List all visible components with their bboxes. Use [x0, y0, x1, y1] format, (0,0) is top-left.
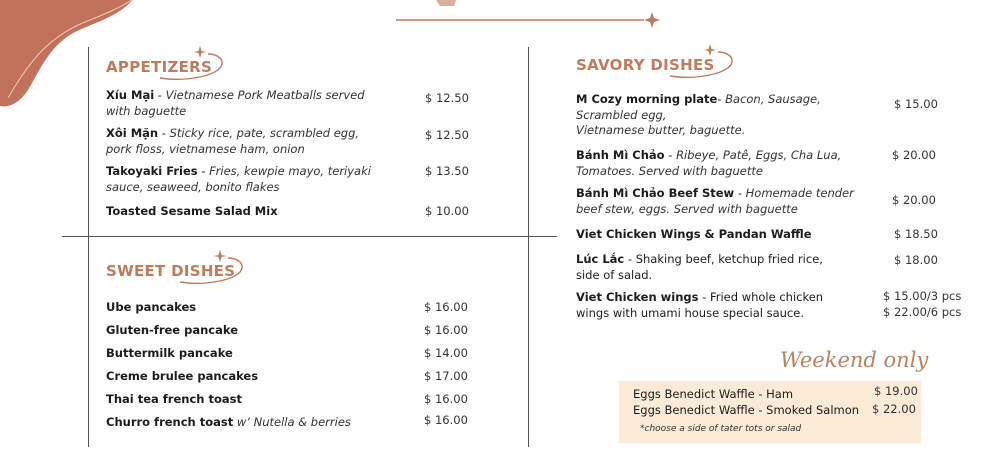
item-price: $ 18.00 [894, 253, 938, 267]
item-price: $ 18.50 [894, 227, 938, 241]
appetizers-heading: APPETIZERS [106, 58, 213, 76]
center-column-divider [528, 47, 529, 447]
heading-swoosh [150, 46, 230, 86]
item-price: $ 12.50 [425, 91, 469, 105]
item-price: $ 20.00 [892, 193, 936, 207]
menu-item: Gluten-free pancake [106, 323, 238, 337]
menu-item: Eggs Benedict Waffle - Ham [633, 387, 794, 401]
menu-item: Viet Chicken wings - Fried whole chicken wings with umami house special sauce. [576, 290, 824, 320]
menu-item: Bánh Mì Chảo - Ribeye, Patê, Eggs, Cha Lua, Tomatoes. Served with baguette [576, 148, 842, 178]
menu-item: Lúc Lắc - Shaking beef, ketchup fried rice, side of salad. [576, 252, 823, 282]
item-price: $ 14.00 [424, 346, 468, 360]
item-price: $ 16.00 [424, 392, 468, 406]
menu-item: Creme brulee pancakes [106, 369, 259, 383]
item-price: $ 12.50 [425, 128, 469, 142]
menu-item: M Cozy morning plate- Bacon, Sausage, Scrambled egg, Vietnamese butter, baguette. [576, 92, 821, 137]
menu-item: Bánh Mì Chảo Beef Stew - Homemade tender beef stew, eggs. Served with baguette [576, 186, 854, 216]
weekend-only-label: Weekend only [780, 348, 929, 372]
item-price: $ 22.00 [872, 402, 916, 416]
menu-item: Xôi Mặn - Sticky rice, pate, scrambled egg, pork floss, vietnamese ham, onion [106, 126, 360, 156]
menu-item: Thai tea french toast [106, 392, 242, 406]
left-column-divider [88, 47, 89, 447]
menu-item: Xíu Mại - Vietnamese Pork Meatballs served with baguette [106, 88, 365, 118]
heading-swoosh [660, 44, 740, 84]
item-price: $ 16.00 [424, 323, 468, 337]
menu-item: Takoyaki Fries - Fries, kewpie mayo, teriyaki sauce, seaweed, bonito flakes [106, 164, 371, 194]
item-price: $ 16.00 [424, 300, 468, 314]
side-note: *choose a side of tater tots or salad [640, 424, 802, 434]
item-price: $ 20.00 [892, 148, 936, 162]
item-price: $ 15.00/3 pcs [883, 289, 962, 303]
item-price: $ 17.00 [424, 369, 468, 383]
heading-swoosh [170, 250, 250, 290]
menu-item: Eggs Benedict Waffle - Smoked Salmon [633, 403, 860, 417]
item-price: $ 13.50 [425, 164, 469, 178]
sweet-dishes-heading: SWEET DISHES [106, 262, 236, 280]
menu-item: Ube pancakes [106, 300, 197, 314]
menu-item: Buttermilk pancake [106, 346, 233, 360]
menu-item: Viet Chicken Wings & Pandan Waffle [576, 227, 812, 241]
item-price: $ 10.00 [425, 204, 469, 218]
item-price: $ 15.00 [894, 97, 938, 111]
savory-dishes-heading: SAVORY DISHES [576, 56, 715, 74]
menu-item: Churro french toast w’ Nutella & berries [106, 415, 351, 429]
section-divider [62, 236, 557, 237]
item-price: $ 16.00 [424, 413, 468, 427]
item-price: $ 19.00 [874, 384, 918, 398]
title-underline [396, 0, 666, 32]
menu-item: Toasted Sesame Salad Mix [106, 204, 278, 218]
item-price: $ 22.00/6 pcs [883, 305, 962, 319]
